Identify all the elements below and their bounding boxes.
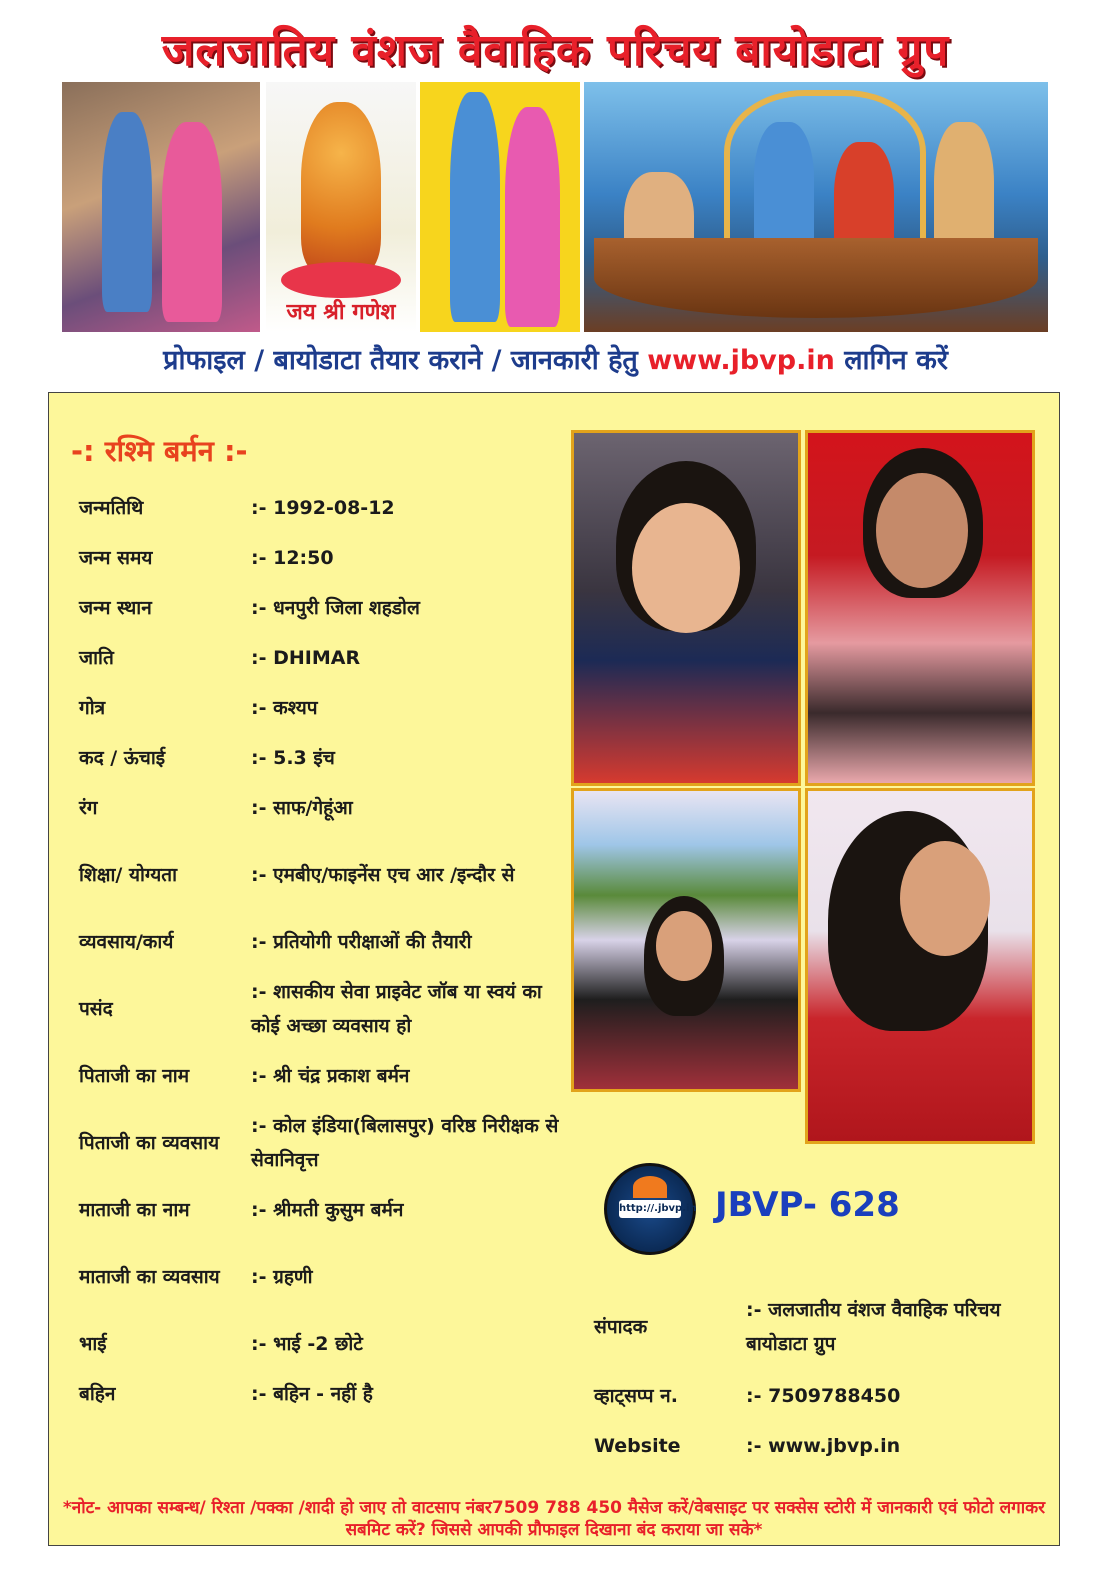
banner-image-ram-sita-wedding (62, 82, 260, 332)
detail-value: :- धनपुरी जिला शहडोल (251, 597, 420, 619)
website-link[interactable]: www.jbvp.in (647, 345, 835, 376)
biodata-card (48, 392, 1060, 1546)
profile-photo-2[interactable] (805, 430, 1035, 786)
detail-label: व्यवसाय/कार्य (79, 931, 174, 953)
subhead-text: प्रोफाइल / बायोडाटा तैयार कराने / जानकारी हेतु (163, 345, 648, 376)
detail-label: भाई (79, 1333, 107, 1355)
detail-row (79, 1319, 579, 1369)
contact-label: Website (594, 1435, 681, 1457)
detail-value: :- DHIMAR (251, 647, 361, 669)
profile-photo-3[interactable] (571, 788, 801, 1092)
detail-label: पिताजी का नाम (79, 1065, 190, 1087)
banner-image-boat (584, 82, 1048, 332)
detail-row (79, 683, 579, 733)
banner-image-ganesh (266, 82, 416, 332)
subheading (0, 340, 1111, 377)
detail-label: जाति (79, 647, 114, 669)
detail-value: :- ग्रहणी (251, 1266, 313, 1288)
contact-value: :- जलजातीय वंशज वैवाहिक परिचय बायोडाटा ग्रुप (746, 1299, 1001, 1355)
detail-row (79, 1185, 579, 1235)
detail-row (79, 1235, 579, 1319)
footer-note: *नोट- आपका सम्बन्ध/ रिश्ता /पक्का /शादी हो जाए तो वाटसाप नंबर7509 788 450 मैसेज करें/वेबसाइट पर सक्सेस स्टोरी में जानकारी एवं फोटो लगाकर सबमिट करें? जिससे आपकी प्रौफाइल दिखाना बंद कराया जा सके* (62, 1498, 1046, 1540)
contact-row-whatsapp (594, 1371, 1044, 1421)
detail-row (79, 833, 579, 917)
profile-photo-4[interactable] (805, 788, 1035, 1144)
detail-value: :- साफ/गेहूंआ (251, 797, 353, 819)
detail-label: जन्म स्थान (79, 597, 152, 619)
profile-code: JBVP- 628 (715, 1185, 900, 1225)
page-title: जलजातिय वंशज वैवाहिक परिचय बायोडाटा ग्रुप (161, 25, 950, 76)
detail-value: :- प्रतियोगी परीक्षाओं की तैयारी (251, 931, 472, 953)
detail-value: :- श्री चंद्र प्रकाश बर्मन (251, 1065, 410, 1087)
contact-row-editor (594, 1283, 1044, 1371)
detail-label: जन्म समय (79, 547, 153, 569)
detail-row (79, 733, 579, 783)
detail-label: माताजी का नाम (79, 1199, 190, 1221)
banner (62, 82, 1048, 332)
detail-row (79, 633, 579, 683)
whatsapp-number[interactable]: :- 7509788450 (746, 1385, 901, 1407)
jbvp-logo (604, 1163, 696, 1255)
contact-label: व्हाट्सप्प न. (594, 1385, 678, 1407)
website-link[interactable]: :- www.jbvp.in (746, 1435, 901, 1457)
detail-row (79, 1369, 579, 1419)
detail-label: जन्मतिथि (79, 497, 144, 519)
banner-image-ram-sita (420, 82, 580, 332)
detail-row (79, 1101, 579, 1185)
detail-row (79, 483, 579, 533)
detail-value: :- 12:50 (251, 547, 334, 569)
banner-caption: जय श्री गणेश (286, 300, 396, 325)
detail-value: :- कोल इंडिया(बिलासपुर) वरिष्ठ निरीक्षक से सेवानिवृत्त (251, 1115, 559, 1171)
detail-label: रंग (79, 797, 98, 819)
detail-row (79, 967, 579, 1051)
detail-label: माताजी का व्यवसाय (79, 1266, 220, 1288)
detail-label: पिताजी का व्यवसाय (79, 1132, 220, 1154)
contact-row-website (594, 1421, 1044, 1471)
profile-photo-1[interactable] (571, 430, 801, 786)
detail-row (79, 783, 579, 833)
detail-row (79, 533, 579, 583)
contact-label: संपादक (594, 1316, 648, 1338)
detail-row (79, 1051, 579, 1101)
profile-details (79, 483, 579, 1419)
detail-label: पसंद (79, 998, 113, 1020)
detail-label: बहिन (79, 1383, 116, 1405)
contact-info (594, 1283, 1044, 1471)
detail-value: :- शासकीय सेवा प्राइवेट जॉब या स्वयं का कोई अच्छा व्यवसाय हो (251, 981, 542, 1037)
detail-value: :- भाई -2 छोटे (251, 1333, 363, 1355)
detail-value: :- श्रीमती कुसुम बर्मन (251, 1199, 404, 1221)
detail-label: गोत्र (79, 697, 106, 719)
detail-label: शिक्षा/ योग्यता (79, 864, 177, 886)
detail-row (79, 583, 579, 633)
detail-value: :- 1992-08-12 (251, 497, 395, 519)
detail-label: कद / ऊंचाई (79, 747, 166, 769)
detail-row (79, 917, 579, 967)
logo-text: http://.jbvp.in (619, 1200, 681, 1218)
detail-value: :- बहिन - नहीं है (251, 1383, 373, 1405)
profile-name: -: रश्मि बर्मन :- (71, 434, 248, 468)
detail-value: :- कश्यप (251, 697, 318, 719)
detail-value: :- 5.3 इंच (251, 747, 335, 769)
detail-value: :- एमबीए/फाइनेंस एच आर /इन्दौर से (251, 864, 515, 886)
subhead-suffix: लागिन करें (834, 345, 948, 376)
